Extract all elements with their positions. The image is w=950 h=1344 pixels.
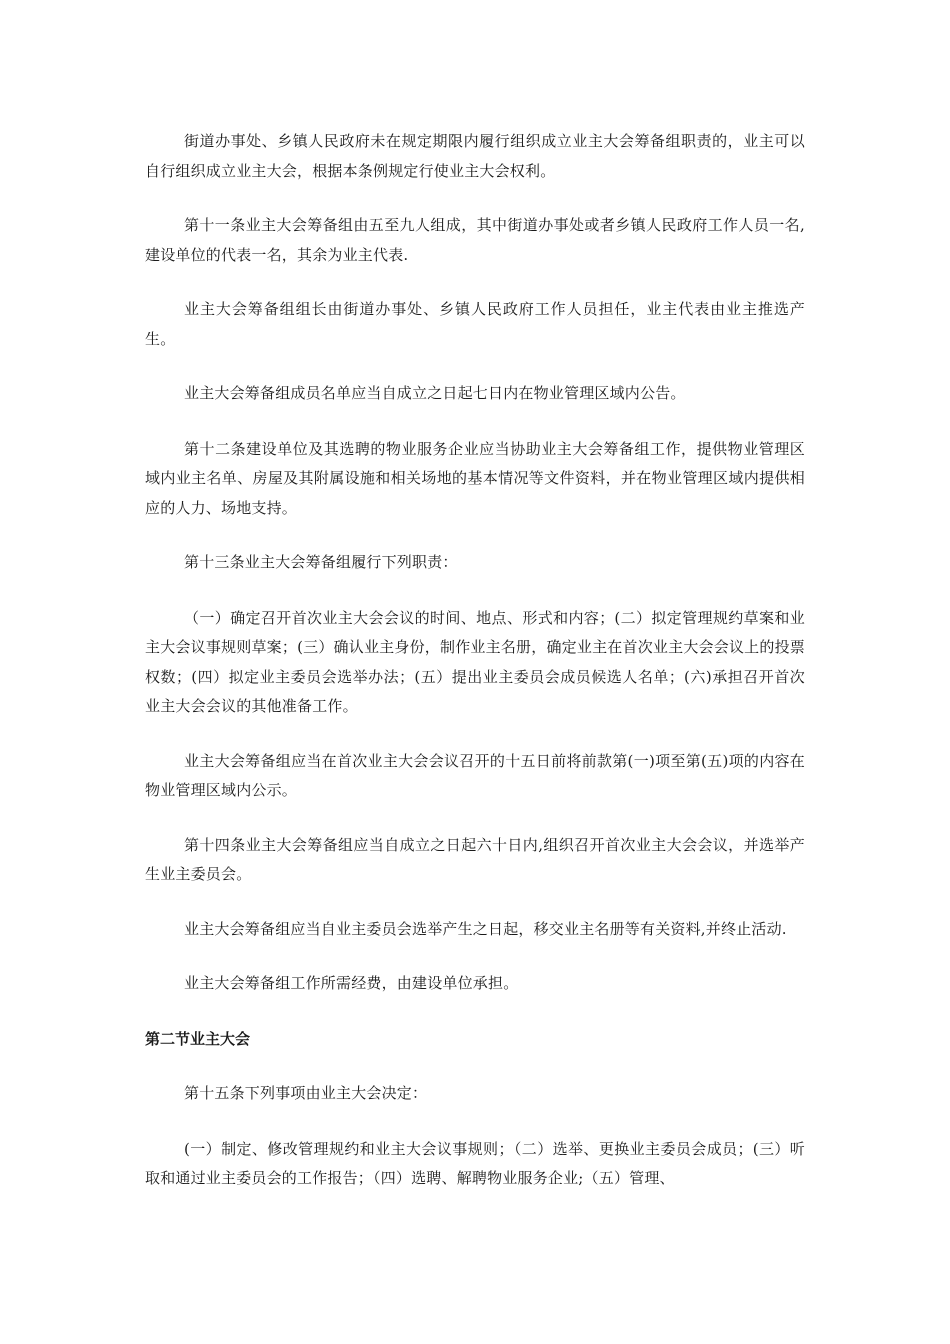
paragraph-self-organize: 街道办事处、乡镇人民政府未在规定期限内履行组织成立业主大会筹备组职责的，业主可以自行组织成立业主大会，根据本条例规定行使业主大会权利。 [145,132,805,180]
paragraph-article-12: 第十二条建设单位及其选聘的物业服务企业应当协助业主大会筹备组工作，提供物业管理区域内业主名单、房屋及其附属设施和相关场地的基本情况等文件资料，并在物业管理区域内提供相应的人力、场地支持。 [145,439,805,517]
paragraph-group-leader: 业主大会筹备组组长由街道办事处、乡镇人民政府工作人员担任，业主代表由业主推选产生。 [145,300,805,348]
paragraph-funding: 业主大会筹备组工作所需经费，由建设单位承担。 [184,974,519,992]
paragraph-article-14: 第十四条业主大会筹备组应当自成立之日起六十日内,组织召开首次业主大会会议，并选举产生业主委员会。 [145,835,805,883]
paragraph-article-11: 第十一条业主大会筹备组由五至九人组成，其中街道办事处或者乡镇人民政府工作人员一名,建设单位的代表一名，其余为业主代表. [145,216,805,264]
section-heading: 第二节业主大会 [145,1029,251,1048]
paragraph-publicity: 业主大会筹备组应当在首次业主大会会议召开的十五日前将前款第(一)项至第(五)项的内容在物业管理区域内公示。 [145,751,805,799]
paragraph-member-list: 业主大会筹备组成员名单应当自成立之日起七日内在物业管理区域内公告。 [184,384,686,402]
document-body [145,127,805,1219]
paragraph-decisions-list: (一）制定、修改管理规约和业主大会议事规则；（二）选举、更换业主委员会成员；(三）听取和通过业主委员会的工作报告；（四）选聘、解聘物业服务企业;（五）管理、 [145,1139,805,1187]
paragraph-duties-list: （一）确定召开首次业主大会会议的时间、地点、形式和内容；(二）拟定管理规约草案和业主大会议事规则草案；(三）确认业主身份，制作业主名册，确定业主在首次业主大会会议上的投票权数；(四）拟定业主委员会选举办法；(五）提出业主委员会成员候选人名单；(六)承担召开首次业主大会会议的其他准备工作。 [145,608,805,715]
paragraph-article-15: 第十五条下列事项由业主大会决定： [184,1084,428,1102]
paragraph-handover: 业主大会筹备组应当自业主委员会选举产生之日起，移交业主名册等有关资料,并终止活动. [184,919,787,938]
paragraph-article-13: 第十三条业主大会筹备组履行下列职责： [184,553,458,571]
